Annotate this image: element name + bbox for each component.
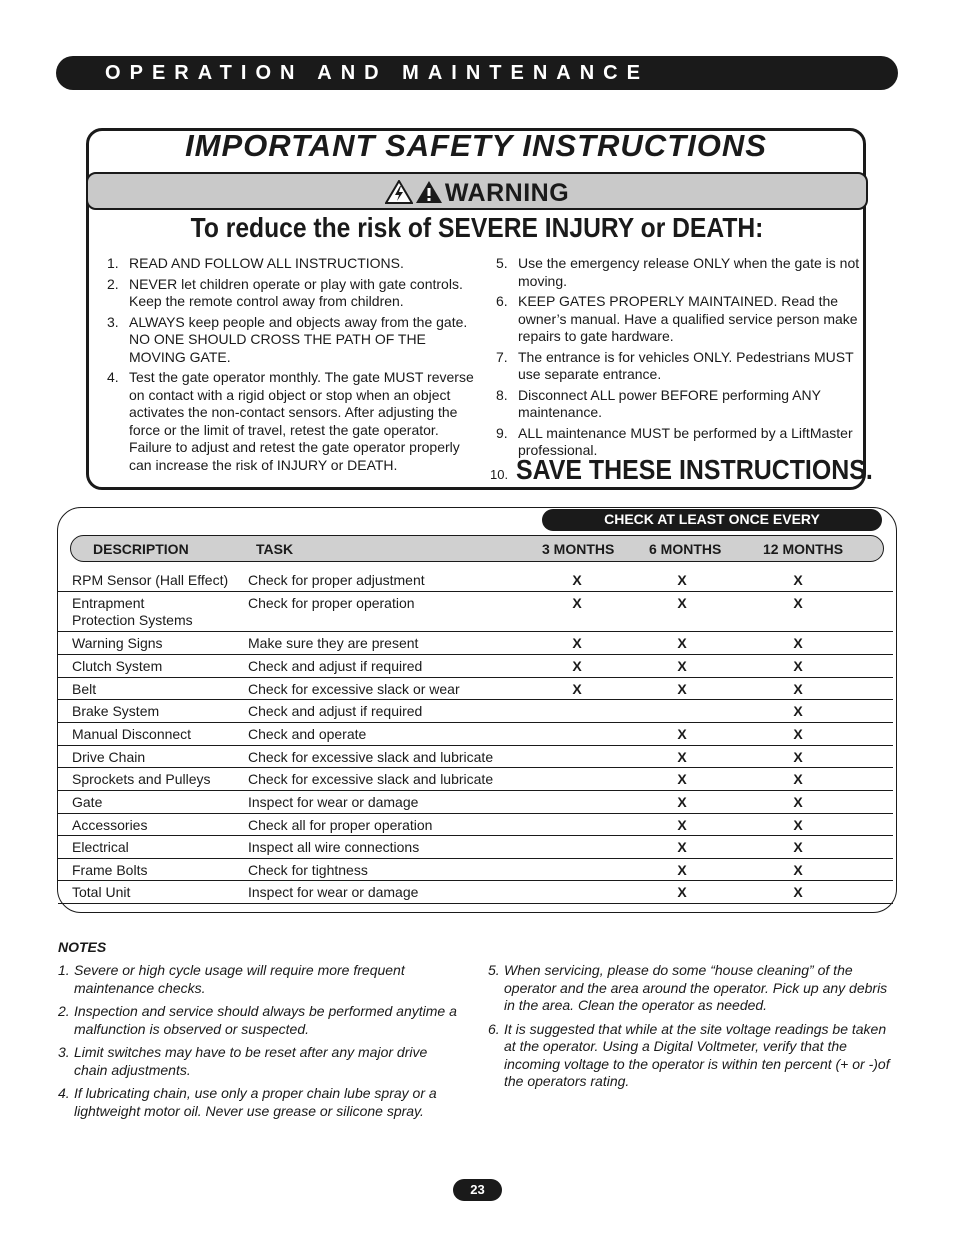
table-row <box>58 767 893 791</box>
table-row <box>58 745 893 768</box>
item-text: ALWAYS keep people and objects away from the gate. NO ONE SHOULD CROSS THE PATH OF THE MOVING GATE. <box>129 313 468 365</box>
instruction-item <box>107 276 479 311</box>
table-row <box>58 677 893 700</box>
cell-description: Entrapment Protection Systems <box>72 595 193 628</box>
cell-description: Clutch System <box>72 658 163 674</box>
cell-task: Check and adjust if required <box>248 658 423 674</box>
cell-12-months: X <box>793 817 803 833</box>
table-row <box>58 790 893 814</box>
header-task: TASK <box>256 541 294 557</box>
electrical-hazard-icon <box>385 180 413 211</box>
cell-6-months: X <box>677 817 687 833</box>
item-text: Limit switches may have to be reset after any major drive chain adjustments. <box>74 1044 428 1078</box>
header-description: DESCRIPTION <box>93 541 189 557</box>
cell-6-months: X <box>677 862 687 878</box>
cell-description: Frame Bolts <box>72 862 148 878</box>
item-number: 1. <box>107 255 119 271</box>
header-6-months: 6 MONTHS <box>649 541 722 557</box>
cell-12-months: X <box>793 749 803 765</box>
cell-3-months: X <box>572 658 582 674</box>
warning-label: WARNING <box>444 179 570 207</box>
table-row <box>58 858 893 881</box>
item-text: When servicing, please do some “house cleaning” of the operator and the area around the operator. Pick up any debris in the area. Clean the operator as needed. <box>504 962 888 1013</box>
table-row <box>58 699 893 723</box>
item-number: 2. <box>58 1003 70 1019</box>
cell-3-months: X <box>572 572 582 588</box>
notes-list-right <box>488 962 893 1097</box>
cell-6-months: X <box>677 635 687 651</box>
cell-12-months: X <box>793 862 803 878</box>
page-number-badge: 23 <box>453 1179 502 1201</box>
cell-6-months: X <box>677 658 687 674</box>
warning-band <box>86 172 868 210</box>
instruction-item <box>496 255 864 290</box>
table-header <box>70 535 884 562</box>
instruction-item <box>107 314 479 367</box>
cell-description: Sprockets and Pulleys <box>72 771 211 787</box>
item-text: Severe or high cycle usage will require more frequent maintenance checks. <box>74 962 405 996</box>
cell-12-months: X <box>793 635 803 651</box>
notes-title: NOTES <box>58 939 107 955</box>
item-text: It is suggested that while at the site voltage readings be taken at the operator. Using a Digital Voltmeter, verify that the incoming voltage to the operator is within ten percent (+ or -)of the operators rating. <box>504 1020 890 1089</box>
cell-3-months: X <box>572 595 582 611</box>
cell-6-months: X <box>677 681 687 697</box>
cell-description: Drive Chain <box>72 749 146 765</box>
cell-12-months: X <box>793 884 803 900</box>
cell-12-months: X <box>793 703 803 719</box>
cell-task: Check and adjust if required <box>248 703 423 719</box>
cell-6-months: X <box>677 726 687 742</box>
header-3-months: 3 MONTHS <box>542 541 615 557</box>
item-number: 3. <box>107 313 119 330</box>
item-text: Disconnect ALL power BEFORE performing ANY maintenance. <box>518 386 821 420</box>
section-header-bar <box>56 56 898 90</box>
item-text: The entrance is for vehicles ONLY. Pedestrians MUST use separate entrance. <box>518 348 854 382</box>
note-item <box>488 1021 893 1091</box>
item-number: 4. <box>107 369 119 385</box>
instruction-item <box>107 255 479 273</box>
item-number: 6. <box>496 293 508 309</box>
cell-description: Gate <box>72 794 103 810</box>
cell-description: Warning Signs <box>72 635 163 651</box>
safety-title: IMPORTANT SAFETY INSTRUCTIONS <box>185 128 767 163</box>
cell-12-months: X <box>793 658 803 674</box>
cell-task: Make sure they are present <box>248 635 419 651</box>
table-row <box>58 654 893 678</box>
cell-12-months: X <box>793 572 803 588</box>
note-item <box>488 962 893 1015</box>
table-row <box>58 568 893 592</box>
risk-heading: To reduce the risk of SEVERE INJURY or DEATH: <box>190 212 764 243</box>
table-row <box>58 591 893 632</box>
cell-description: Electrical <box>72 839 129 855</box>
cell-task: Check and operate <box>248 726 367 742</box>
cell-12-months: X <box>793 681 803 697</box>
section-title: OPERATION AND MAINTENANCE <box>105 62 649 84</box>
item-text: Test the gate operator monthly. The gate MUST reverse on contact with a rigid object or stop when an object activates the non-contact sensors. After adjusting the force or the limit of travel, retest the gate operator. Failure to adjust and retest the gate operator properly can increase the risk of INJURY or DEATH. <box>129 369 474 473</box>
note-item <box>58 1003 463 1038</box>
cell-task: Check for excessive slack and lubricate <box>248 771 494 787</box>
cell-description: Accessories <box>72 817 148 833</box>
cell-task: Inspect for wear or damage <box>248 794 419 810</box>
instruction-item <box>496 387 864 422</box>
item-number: 8. <box>496 386 508 403</box>
header-12-months: 12 MONTHS <box>763 541 844 557</box>
cell-3-months: X <box>572 681 582 697</box>
cell-task: Check all for proper operation <box>248 817 433 833</box>
table-row <box>58 722 893 746</box>
item-number: 7. <box>496 348 508 365</box>
cell-3-months: X <box>572 635 582 651</box>
instruction-item <box>107 369 479 474</box>
item-text: ALL maintenance MUST be performed by a LiftMaster professional. <box>518 424 853 458</box>
cell-6-months: X <box>677 884 687 900</box>
cell-task: Inspect all wire connections <box>248 839 420 855</box>
cell-6-months: X <box>677 749 687 765</box>
item-text: NEVER let children operate or play with gate controls. Keep the remote control away from children. <box>129 275 463 309</box>
cell-description: RPM Sensor (Hall Effect) <box>72 572 229 588</box>
item-number: 6. <box>488 1020 500 1037</box>
item-text: KEEP GATES PROPERLY MAINTAINED. Read the owner’s manual. Have a qualified service person make repairs to gate hardware. <box>518 293 858 344</box>
table-row <box>58 835 893 859</box>
cell-description: Belt <box>72 681 97 697</box>
cell-12-months: X <box>793 771 803 787</box>
item-text: Use the emergency release ONLY when the gate is not moving. <box>518 255 860 289</box>
check-frequency-banner: CHECK AT LEAST ONCE EVERY <box>542 509 882 531</box>
cell-task: Check for proper operation <box>248 595 415 611</box>
item-number: 9. <box>496 424 508 441</box>
safety-list-left <box>107 255 479 477</box>
item-text: If lubricating chain, use only a proper chain lube spray or a lightweight motor oil. Never use grease or silicone spray. <box>74 1085 437 1119</box>
cell-6-months: X <box>677 839 687 855</box>
item-number: 4. <box>58 1085 70 1101</box>
cell-task: Check for proper adjustment <box>248 572 425 588</box>
instruction-item <box>496 349 864 384</box>
notes-list-left <box>58 962 463 1126</box>
cell-12-months: X <box>793 794 803 810</box>
cell-description: Total Unit <box>72 884 131 900</box>
item-number: 3. <box>58 1044 70 1060</box>
note-item <box>58 962 463 997</box>
item-number: 2. <box>107 275 119 292</box>
table-row <box>58 631 893 655</box>
cell-task: Inspect for wear or damage <box>248 884 419 900</box>
cell-6-months: X <box>677 771 687 787</box>
note-item <box>58 1044 463 1079</box>
cell-6-months: X <box>677 572 687 588</box>
item-number: 5. <box>488 962 500 978</box>
safety-list-right <box>496 255 864 463</box>
table-row <box>58 880 893 904</box>
item-text: Inspection and service should always be performed anytime a malfunction is observed or suspected. <box>74 1003 457 1037</box>
cell-6-months: X <box>677 595 687 611</box>
item-text: READ AND FOLLOW ALL INSTRUCTIONS. <box>129 255 404 271</box>
cell-description: Brake System <box>72 703 160 719</box>
item-number: 1. <box>58 962 70 978</box>
cell-task: Check for tightness <box>248 862 368 878</box>
cell-6-months: X <box>677 794 687 810</box>
instruction-item <box>496 293 864 346</box>
table-row <box>58 813 893 836</box>
cell-task: Check for excessive slack or wear <box>248 681 460 697</box>
warning-triangle-icon <box>415 180 443 211</box>
cell-12-months: X <box>793 595 803 611</box>
cell-task: Check for excessive slack and lubricate <box>248 749 494 765</box>
item-number: 5. <box>496 255 508 271</box>
cell-description: Manual Disconnect <box>72 726 192 742</box>
cell-12-months: X <box>793 726 803 742</box>
cell-12-months: X <box>793 839 803 855</box>
note-item <box>58 1085 463 1120</box>
